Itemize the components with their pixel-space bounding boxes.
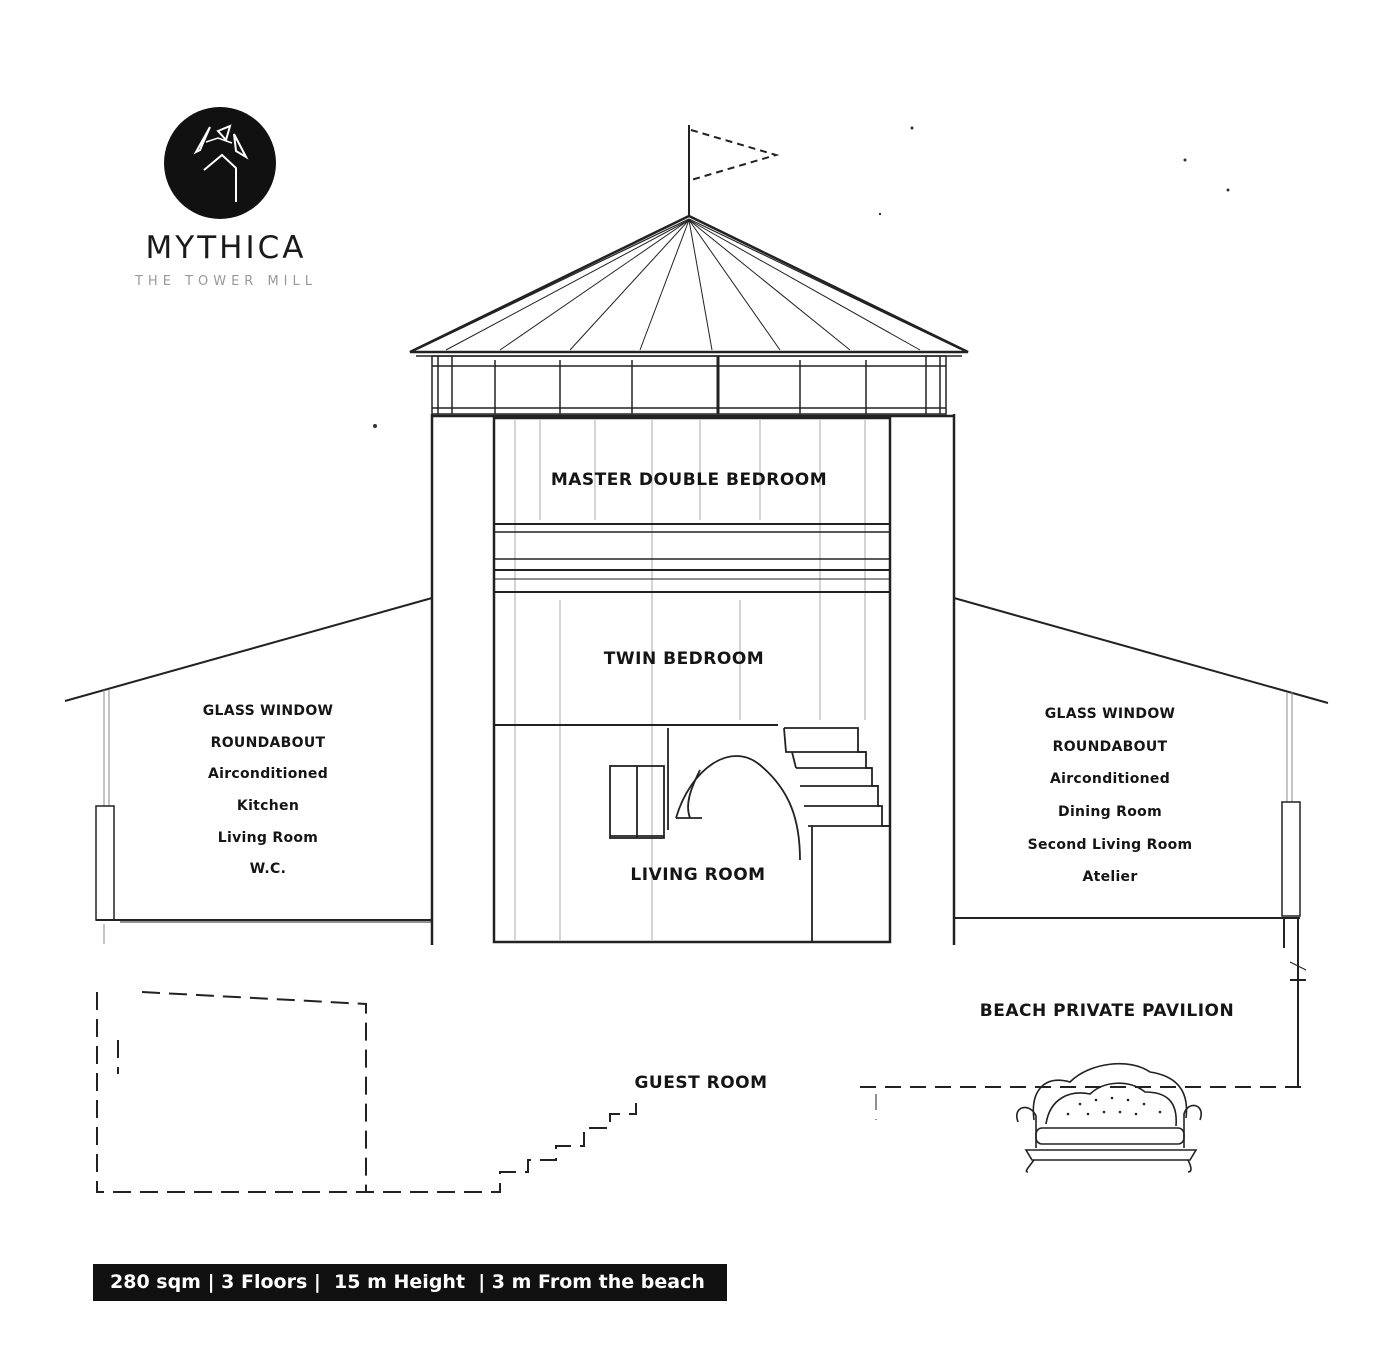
left-wing-line: Living Room	[217, 830, 319, 846]
guest-room-outline	[97, 992, 636, 1192]
room-label-beach-pavilion: BEACH PRIVATE PAVILION	[979, 1001, 1235, 1021]
left-wing-line: Airconditioned	[207, 766, 329, 782]
room-label-master-bedroom: MASTER DOUBLE BEDROOM	[550, 470, 828, 490]
right-wing-line: GLASS WINDOW	[1044, 706, 1176, 722]
brand-subtitle: THE TOWER MILL	[134, 274, 317, 289]
drawing-specks	[373, 127, 1230, 429]
left-wing-line: Kitchen	[236, 798, 300, 814]
specs-bar: 280 sqm | 3 Floors | 15 m Height | 3 m From the beach	[93, 1264, 727, 1301]
sofa-icon	[1017, 1064, 1201, 1172]
room-label-guest-room: GUEST ROOM	[634, 1073, 768, 1093]
brand-name: MYTHICA	[145, 230, 307, 266]
right-wing-line: Dining Room	[1058, 804, 1162, 820]
left-wing-line: GLASS WINDOW	[202, 703, 334, 719]
mythica-mill-logo-icon	[164, 107, 276, 219]
tower-roof	[410, 216, 968, 356]
left-wing-line: W.C.	[249, 861, 287, 877]
room-label-living-room: LIVING ROOM	[630, 865, 766, 885]
right-wing-line: Second Living Room	[1027, 837, 1193, 853]
right-wing-line: ROUNDABOUT	[1052, 739, 1168, 755]
flag-icon	[689, 125, 776, 217]
tower-cap-ring	[432, 356, 946, 414]
room-label-twin-bedroom: TWIN BEDROOM	[603, 649, 765, 669]
left-wing-line: ROUNDABOUT	[210, 735, 326, 751]
right-wing-line: Atelier	[1082, 869, 1138, 885]
pavilion-floor	[860, 1087, 1310, 1120]
right-wing-line: Airconditioned	[1049, 771, 1171, 787]
